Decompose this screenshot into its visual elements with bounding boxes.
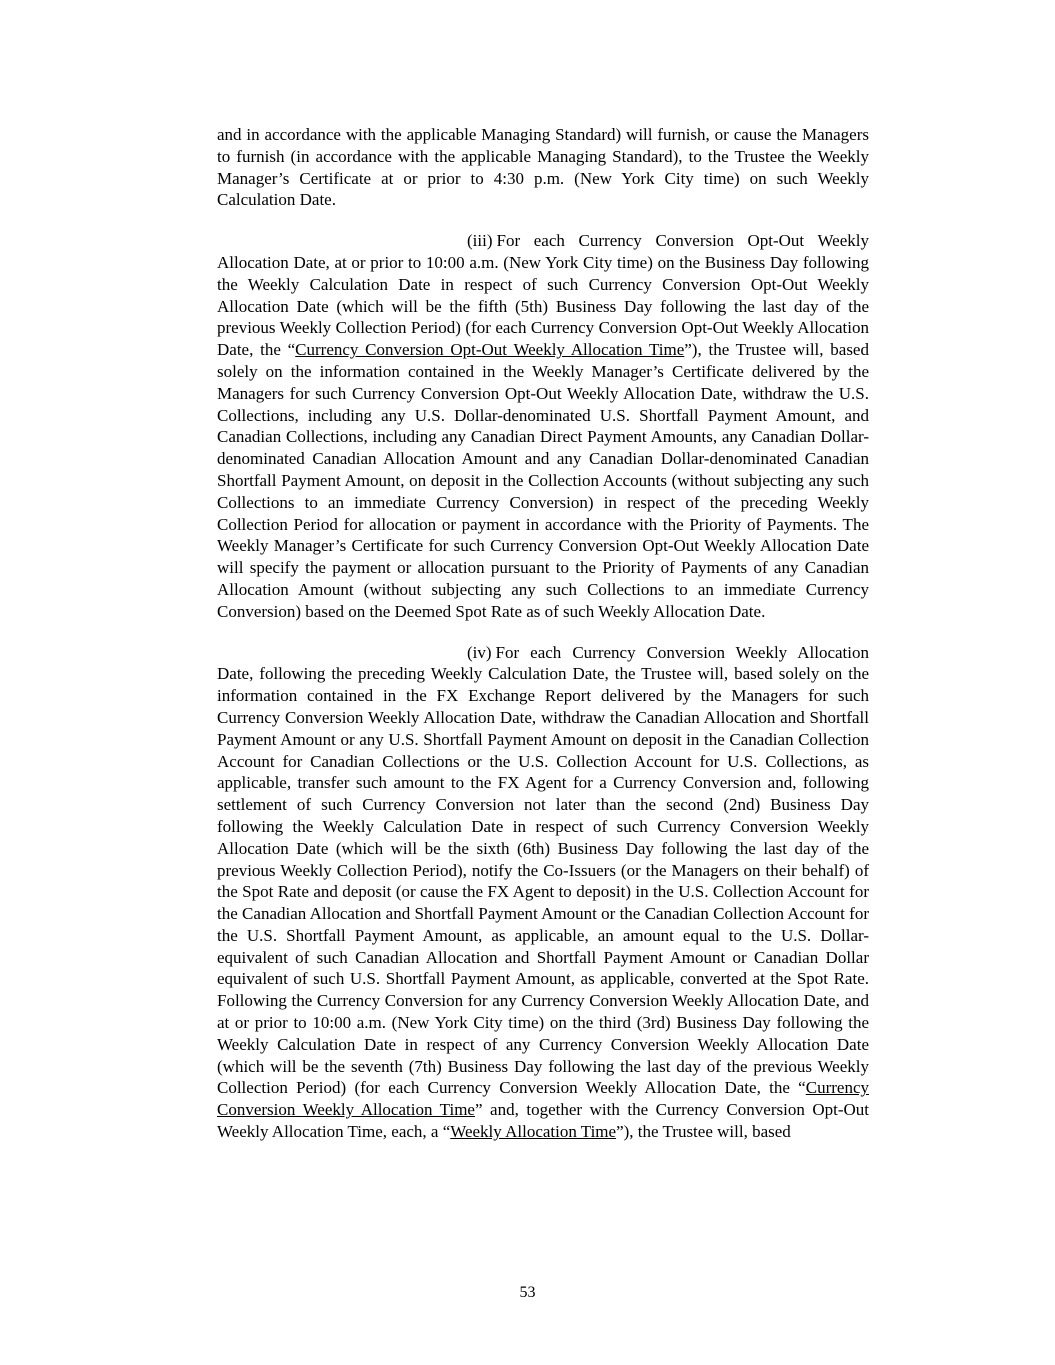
- paragraph-number: (iii): [467, 231, 493, 251]
- page-number: 53: [519, 1284, 536, 1301]
- paragraph-iii: [217, 230, 869, 622]
- defined-term: Currency Conversion Weekly Allocation Time: [217, 1078, 869, 1120]
- paragraph-text: ”), the Trustee will, based: [616, 1122, 791, 1142]
- defined-term: Weekly Allocation Time: [450, 1122, 617, 1142]
- paragraph-text: For each Currency Conversion Opt-Out Weekly Allocation Date, at or prior to 10:00 a.m. (New York City time) on the Business Day following the Weekly Calculation Date in respect of such Currency Conversion Opt-Out Weekly Allocation Date (which will be the fifth (5th) Business Day following the last day of the previous Weekly Collection Period) (for each Currency Conversion Opt-Out Weekly Allocation Date, the “: [217, 231, 869, 360]
- paragraph-text: and in accordance with the applicable Managing Standard) will furnish, or cause the Managers to furnish (in accordance with the applicable Managing Standard), to the Trustee the Weekly Manager’s Certificate at or prior to 4:30 p.m. (New York City time) on such Weekly Calculation Date.: [217, 125, 869, 210]
- paragraph-text: ” and, together with the Currency Conversion Opt-Out Weekly Allocation Time, each, a “: [217, 1100, 870, 1142]
- document-body: [217, 124, 869, 1162]
- paragraph-number: (iv): [467, 642, 492, 662]
- paragraph-iv: [217, 642, 869, 1143]
- paragraph-text: ”), the Trustee will, based solely on the information contained in the Weekly Manager’s Certificate delivered by the Managers for such Currency Conversion Opt-Out Weekly Allocation Date, withdraw the U.S. Collections, including any U.S. Dollar-denominated U.S. Shortfall Payment Amount, and Canadian Collections, including any Canadian Direct Payment Amounts, any Canadian Dollar-denominated Canadian Allocation Amount and any Canadian Dollar-denominated Canadian Shortfall Payment Amount, on deposit in the Collection Accounts (without subjecting any such Collections to an immediate Currency Conversion) in respect of the preceding Weekly Collection Period for allocation or payment in accordance with the Priority of Payments. The Weekly Manager’s Certificate for such Currency Conversion Opt-Out Weekly Allocation Date will specify the payment or allocation pursuant to the Priority of Payments of any Canadian Allocation Amount (without subjecting any such Collections to an immediate Currency Conversion) based on the Deemed Spot Rate as of such Weekly Allocation Date.: [217, 340, 869, 621]
- defined-term: Currency Conversion Opt-Out Weekly Allocation Time: [295, 340, 685, 360]
- paragraph-continuation: [217, 124, 869, 211]
- paragraph-text: For each Currency Conversion Weekly Allocation Date, following the preceding Weekly Calculation Date, the Trustee will, based solely on the information contained in the FX Exchange Report delivered by the Managers for such Currency Conversion Weekly Allocation Date, withdraw the Canadian Allocation and Shortfall Payment Amount or any U.S. Shortfall Payment Amount on deposit in the Canadian Collection Account for Canadian Collections or the U.S. Collection Account for U.S. Collections, as applicable, transfer such amount to the FX Agent for a Currency Conversion and, following settlement of such Currency Conversion not later than the second (2nd) Business Day following the Weekly Calculation Date in respect of such Currency Conversion Weekly Allocation Date (which will be the sixth (6th) Business Day following the last day of the previous Weekly Collection Period), notify the Co-Issuers (or the Managers on their behalf) of the Spot Rate and deposit (or cause the FX Agent to deposit) in the U.S. Collection Account for the Canadian Allocation and Shortfall Payment Amount or the Canadian Collection Account for the U.S. Shortfall Payment Amount, as applicable, an amount equal to the U.S. Dollar-equivalent of such Canadian Allocation and Shortfall Payment Amount or Canadian Dollar equivalent of such U.S. Shortfall Payment Amount, as applicable, converted at the Spot Rate. Following the Currency Conversion for any Currency Conversion Weekly Allocation Date, and at or prior to 10:00 a.m. (New York City time) on the third (3rd) Business Day following the Weekly Calculation Date in respect of any Currency Conversion Weekly Allocation Date (which will be the seventh (7th) Business Day following the last day of the previous Weekly Collection Period) (for each Currency Conversion Weekly Allocation Date, the “: [217, 642, 869, 1098]
